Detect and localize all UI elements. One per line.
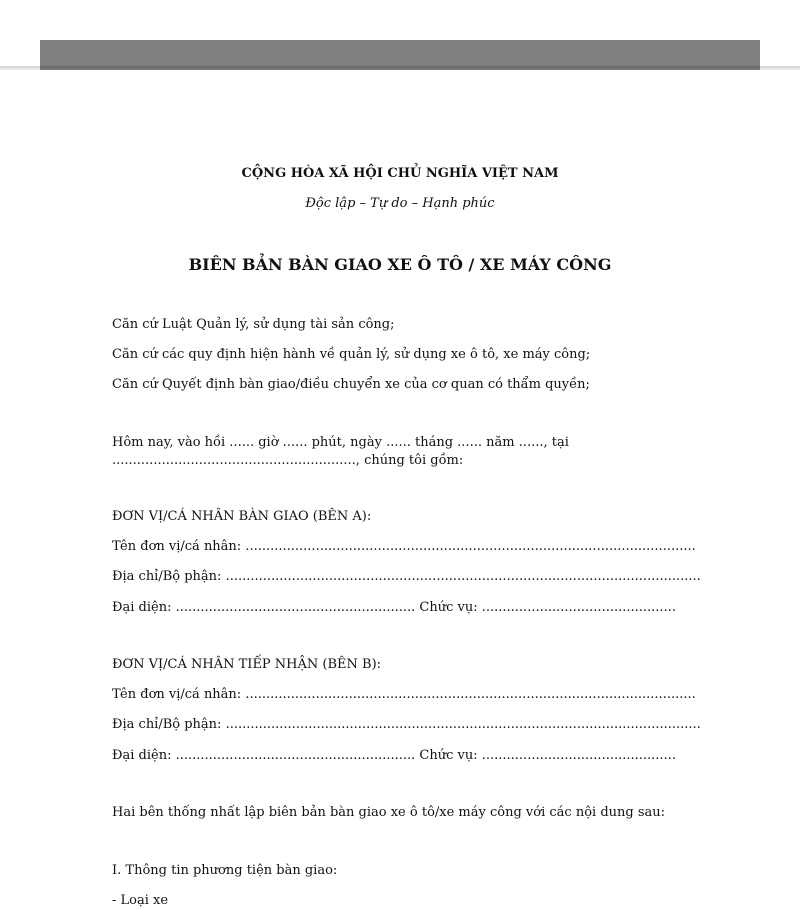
motto: Độc lập – Tự do – Hạnh phúc [305,196,495,211]
party-b-representative-field: Đại diện: .......................................................... Chức vụ: ............................................... [112,748,676,763]
agreement-statement: Hai bên thống nhất lập biên bản bàn giao xe ô tô/xe máy công với các nội dung sau: [112,805,666,820]
legal-basis-3: Căn cứ Quyết định bàn giao/điều chuyển xe của cơ quan có thẩm quyền; [112,377,590,392]
section-1-item-vehicle-type: - Loại xe [112,893,169,908]
party-a-representative-field: Đại diện: .......................................................... Chức vụ: ............................................... [112,600,676,615]
nation-heading: CỘNG HÒA XÃ HỘI CHỦ NGHĨA VIỆT NAM [241,166,559,181]
party-a-address-field: Địa chỉ/Bộ phận: ................................................................................................................... [112,569,701,584]
legal-basis-2: Căn cứ các quy định hiện hành về quản lý, sử dụng xe ô tô, xe máy công; [112,347,591,362]
legal-basis-1: Căn cứ Luật Quản lý, sử dụng tài sản công; [112,317,395,332]
party-a-name-field: Tên đơn vị/cá nhân: ............................................................................................................. [112,539,696,554]
party-b-heading: ĐƠN VỊ/CÁ NHÂN TIẾP NHẬN (BÊN B): [112,657,382,672]
party-b-name-field: Tên đơn vị/cá nhân: ............................................................................................................. [112,687,696,702]
document-title: BIÊN BẢN BÀN GIAO XE Ô TÔ / XE MÁY CÔNG [188,255,612,274]
party-a-heading: ĐƠN VỊ/CÁ NHÂN BÀN GIAO (BÊN A): [112,509,372,524]
intro-paragraph: Hôm nay, vào hồi ...... giờ ...... phút, ngày ...... tháng ...... năm ......, tại ..........................................................., chúng tôi gồm: [112,435,569,468]
document-page [0,70,800,908]
party-b-address-field: Địa chỉ/Bộ phận: ................................................................................................................... [112,717,701,732]
section-1-heading: I. Thông tin phương tiện bàn giao: [112,863,338,878]
